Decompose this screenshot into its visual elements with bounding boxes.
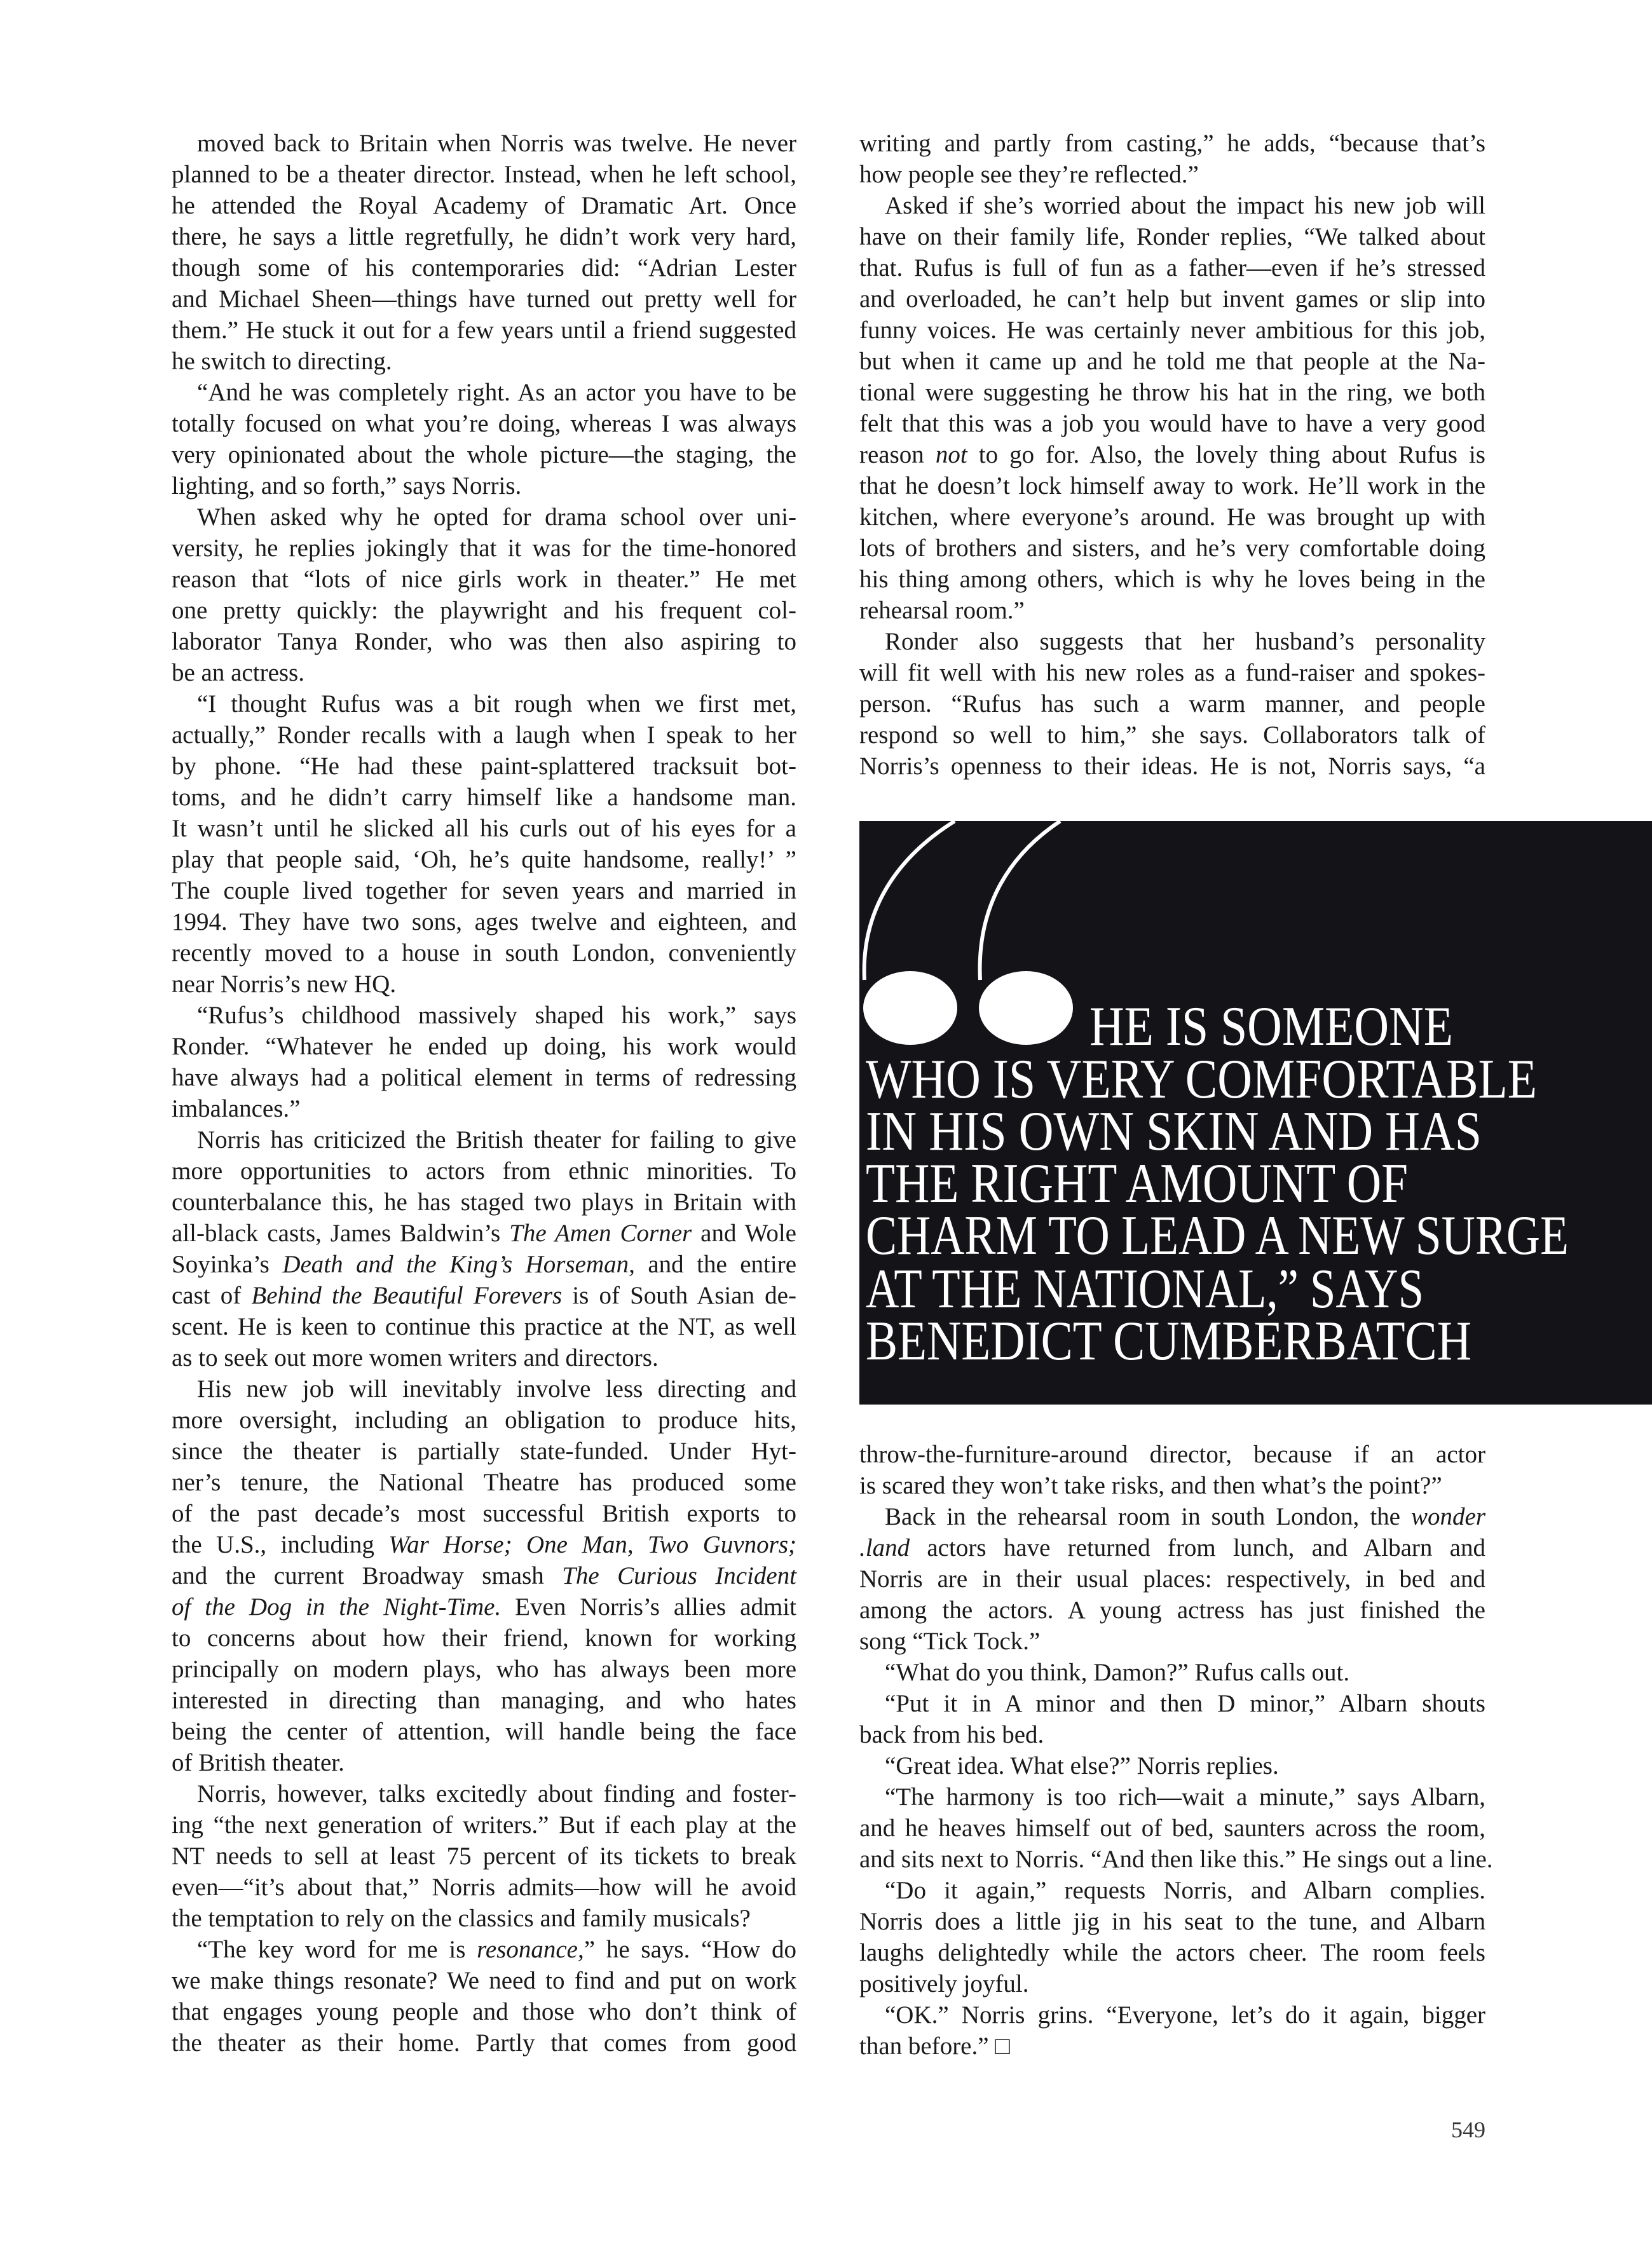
text-line: Norris’s openness to their ideas. He is not, Norris says, “a [859,752,1485,780]
text-line: them.” He stuck it out for a few years until a friend suggested [172,316,796,344]
text-line [172,1280,796,1311]
text-line: It wasn’t until he slicked all his curls out of his eyes for a [172,815,796,842]
pull-quote-attribution: BENEDICT CUMBERBATCH [866,1310,1471,1372]
text-line: funny voices. He was certainly never ambitious for this job, [859,316,1485,344]
italic-title: wonder [1411,1503,1485,1530]
text-line: 1994. They have two sons, ages twelve and eighteen, and [172,908,796,936]
paragraph [172,1000,796,1124]
text-line: “What do you think, Damon?” Rufus calls out. [885,1659,1350,1686]
text-line: how people see they’re reflected.” [859,161,1199,188]
text-line: but when it came up and he told me that people at the Na- [859,348,1485,375]
text-line: “The harmony is too rich—wait a minute,” says Albarn, [885,1783,1485,1811]
text-line: more opportunities to actors from ethnic minorities. To [172,1157,796,1185]
text-line: is scared they won’t take risks, and then what’s the point?” [859,1472,1442,1499]
paragraph [172,1373,796,1778]
text-line: of the past decade’s most successful British exports to [172,1500,796,1527]
paragraph [859,1657,1485,1688]
paragraph [172,1778,796,1934]
text-line: “I thought Rufus was a bit rough when we first met, [197,690,796,718]
text-line: “Rufus’s childhood massively shaped his work,” says [197,1002,796,1029]
paragraph [859,1999,1485,2062]
paragraph [859,128,1485,190]
text-line [172,1934,796,1965]
text-line: that he doesn’t lock himself away to work. He’ll work in the [859,472,1485,500]
text-line: planned to be a theater director. Instead, when he left school, [172,161,796,188]
paragraph [172,501,796,688]
paragraph [859,1501,1485,1657]
italic-title: War Horse; One Man, Two Guvnors; [388,1531,796,1558]
text-line: person. “Rufus has such a warm manner, and people [859,690,1485,718]
italic-title: resonance, [477,1936,584,1963]
text-line: the theater as their home. Partly that comes from good [172,2029,796,2057]
text-segment: Back in the rehearsal room in south London, the [885,1503,1411,1530]
italic-title: The Curious Incident [562,1562,796,1589]
text-line: Norris has criticized the British theater for failing to give [197,1126,796,1154]
paragraph [172,1124,796,1373]
text-line: counterbalance this, he has staged two plays in Britain with [172,1188,796,1216]
text-segment: cast of [172,1282,252,1309]
text-line: “Do it again,” requests Norris, and Albarn complies. [885,1877,1485,1904]
text-line: even—“it’s about that,” Norris admits—how will he avoid [172,1874,796,1901]
text-segment: Soyinka’s [172,1251,283,1278]
pull-quote-line: AT THE NATIONAL,” SAYS [866,1258,1424,1320]
text-line: and he heaves himself out of bed, saunters across the room, [859,1814,1485,1842]
text-line: we make things resonate? We need to find and put on work [172,1967,796,1994]
text-line: actually,” Ronder recalls with a laugh when I speak to her [172,721,796,749]
text-line: When asked why he opted for drama school over uni- [197,503,796,531]
paragraph [859,1750,1485,1781]
text-line: as to seek out more women writers and directors. [172,1344,659,1371]
pull-quote-line: IN HIS OWN SKIN AND HAS [866,1101,1482,1162]
text-line: NT needs to sell at least 75 percent of its tickets to break [172,1842,796,1870]
text-line: His new job will inevitably involve less directing and [197,1375,796,1403]
text-line: Ronder also suggests that her husband’s personality [885,628,1485,655]
text-line: laughs delightedly while the actors cheer. The room feels [859,1939,1485,1966]
paragraph [859,1781,1493,1875]
paragraph [172,128,796,377]
text-line: and Michael Sheen—things have turned out pretty well for [172,285,796,313]
text-line: among the actors. A young actress has just finished the [859,1596,1485,1624]
text-line: imbalances.” [172,1095,301,1122]
text-line [859,1501,1485,1532]
text-segment: actors have returned from lunch, and Albarn and [910,1534,1485,1562]
text-line: ner’s tenure, the National Theatre has produced some [172,1469,796,1496]
text-line: Norris are in their usual places: respectively, in bed and [859,1565,1485,1593]
text-line: felt that this was a job you would have to have a very good [859,410,1485,437]
text-segment: Even Norris’s allies admit [501,1593,796,1621]
paragraph [859,1688,1485,1750]
italic-title: of the Dog in the Night-Time. [172,1593,502,1621]
text-line: very opinionated about the whole picture—the staging, the [172,441,796,468]
text-line [859,1532,1485,1563]
article-column-left [172,128,796,2059]
text-segment: “The key word for me is [197,1936,477,1963]
text-line: will fit well with his new roles as a fund-raiser and spokes- [859,659,1485,686]
text-line: being the center of attention, will handle being the face [172,1718,796,1745]
paragraph [859,190,1485,626]
text-line: moved back to Britain when Norris was twelve. He never [197,130,796,157]
text-line: “OK.” Norris grins. “Everyone, let’s do it again, bigger [885,2001,1485,2029]
page-number: 549 [1451,2117,1485,2142]
text-segment: and Wole [692,1220,796,1247]
text-line: interested in directing than managing, and who hates [172,1687,796,1714]
text-line [172,1529,796,1560]
article-column-right-bottom [859,1439,1493,2062]
text-line: to concerns about how their friend, known for working [172,1624,796,1652]
text-line: principally on modern plays, who has always been more [172,1656,796,1683]
open-quote-mark-icon [863,821,1073,1045]
text-line: that. Rufus is full of fun as a father—even if he’s stressed [859,254,1485,282]
text-segment: is of South Asian de- [562,1282,796,1309]
text-line [172,1591,796,1623]
italic-title: not [935,441,967,468]
text-line: The couple lived together for seven years and married in [172,877,796,904]
text-line: recently moved to a house in south London, conveniently [172,939,796,967]
paragraph [172,1934,796,2059]
text-segment: the U.S., including [172,1531,389,1558]
text-line: more oversight, including an obligation to produce hits, [172,1406,796,1434]
text-line: song “Tick Tock.” [859,1628,1041,1655]
text-line [172,1560,796,1591]
text-line: lots of brothers and sisters, and he’s very comfortable doing [859,534,1485,562]
paragraph [859,1439,1485,1501]
text-line: “Great idea. What else?” Norris replies. [885,1752,1279,1780]
text-line: Norris does a little jig in his seat to the tune, and Albarn [859,1908,1485,1935]
text-segment: to go for. Also, the lovely thing about Rufus is [967,441,1485,468]
text-segment: ” he says. “How do [584,1936,796,1963]
pull-quote-line: CHARM TO LEAD A NEW SURGE [866,1205,1569,1267]
text-segment: and the entire [634,1251,797,1278]
paragraph [859,1875,1485,1999]
paragraph [172,688,796,1000]
paragraph [859,626,1485,782]
text-line: the temptation to rely on the classics and family musicals? [172,1905,751,1932]
pull-quote-line: THE RIGHT AMOUNT OF [866,1153,1408,1215]
text-line: throw-the-furniture-around director, because if an actor [859,1441,1485,1468]
text-line: writing and partly from casting,” he adds, “because that’s [859,130,1485,157]
text-line: than before.” □ [859,2032,1010,2060]
text-line [172,1218,796,1249]
text-line: back from his bed. [859,1721,1044,1748]
text-line: positively joyful. [859,1970,1029,1998]
text-line: near Norris’s new HQ. [172,970,397,998]
text-segment: all-black casts, James Baldwin’s [172,1220,510,1247]
text-segment: and the current Broadway smash [172,1562,563,1589]
text-line: by phone. “He had these paint-splattered tracksuit bot- [172,752,796,780]
text-line: one pretty quickly: the playwright and his frequent col- [172,597,796,624]
pull-quote-line: HE IS SOMEONE [1089,996,1453,1058]
paragraph [172,377,796,501]
text-line: ing “the next generation of writers.” But if each play at the [172,1811,796,1839]
text-line [859,439,1485,470]
text-line: rehearsal room.” [859,597,1025,624]
italic-title: The Amen Corner [509,1220,692,1247]
pull-quote-graphic [859,821,1652,1405]
italic-title: Death and the King’s Horseman, [282,1251,635,1278]
text-line: “And he was completely right. As an actor you have to be [197,379,796,406]
text-line: scent. He is keen to continue this practice at the NT, as well [172,1313,796,1340]
text-line: he switch to directing. [172,348,392,375]
text-line: since the theater is partially state-funded. Under Hyt- [172,1438,796,1465]
text-segment: reason [859,441,936,468]
pull-quote [859,821,1652,1405]
text-line: of British theater. [172,1749,345,1776]
pull-quote-line: WHO IS VERY COMFORTABLE [866,1049,1537,1110]
text-line: there, he says a little regretfully, he didn’t work very hard, [172,223,796,250]
text-line: kitchen, where everyone’s around. He was brought up with [859,503,1485,531]
text-line: though some of his contemporaries did: “Adrian Lester [172,254,796,282]
text-line: versity, he replies jokingly that it was for the time-honored [172,534,796,562]
text-line: Norris, however, talks excitedly about finding and foster- [197,1780,796,1807]
text-line: toms, and he didn’t carry himself like a handsome man. [172,784,796,811]
text-line: have on their family life, Ronder replies, “We talked about [859,223,1485,250]
text-line: tional were suggesting he throw his hat in the ring, we both [859,379,1485,406]
text-line: he attended the Royal Academy of Dramatic Art. Once [172,192,796,219]
text-line: be an actress. [172,659,304,686]
text-line [172,1249,796,1280]
text-line: reason that “lots of nice girls work in theater.” He met [172,566,796,593]
text-line: and overloaded, he can’t help but invent games or slip into [859,285,1485,313]
text-line: respond so well to him,” she says. Collaborators talk of [859,721,1485,749]
text-line: that engages young people and those who don’t think of [172,1998,796,2025]
text-line: his thing among others, which is why he loves being in the [859,566,1485,593]
text-line: and sits next to Norris. “And then like this.” He sings out a line. [859,1846,1493,1873]
text-line: laborator Tanya Ronder, who was then also aspiring to [172,628,796,655]
text-line: Asked if she’s worried about the impact his new job will [885,192,1485,219]
text-line: Ronder. “Whatever he ended up doing, his work would [172,1033,796,1060]
text-line: lighting, and so forth,” says Norris. [172,472,522,500]
text-line: “Put it in A minor and then D minor,” Albarn shouts [885,1690,1485,1717]
article-column-right-top [859,128,1485,782]
italic-title: .land [859,1534,910,1562]
text-line: have always had a political element in terms of redressing [172,1064,796,1091]
text-line: totally focused on what you’re doing, whereas I was always [172,410,796,437]
italic-title: Behind the Beautiful Forevers [251,1282,563,1309]
text-line: play that people said, ‘Oh, he’s quite handsome, really!’ ” [172,846,796,873]
